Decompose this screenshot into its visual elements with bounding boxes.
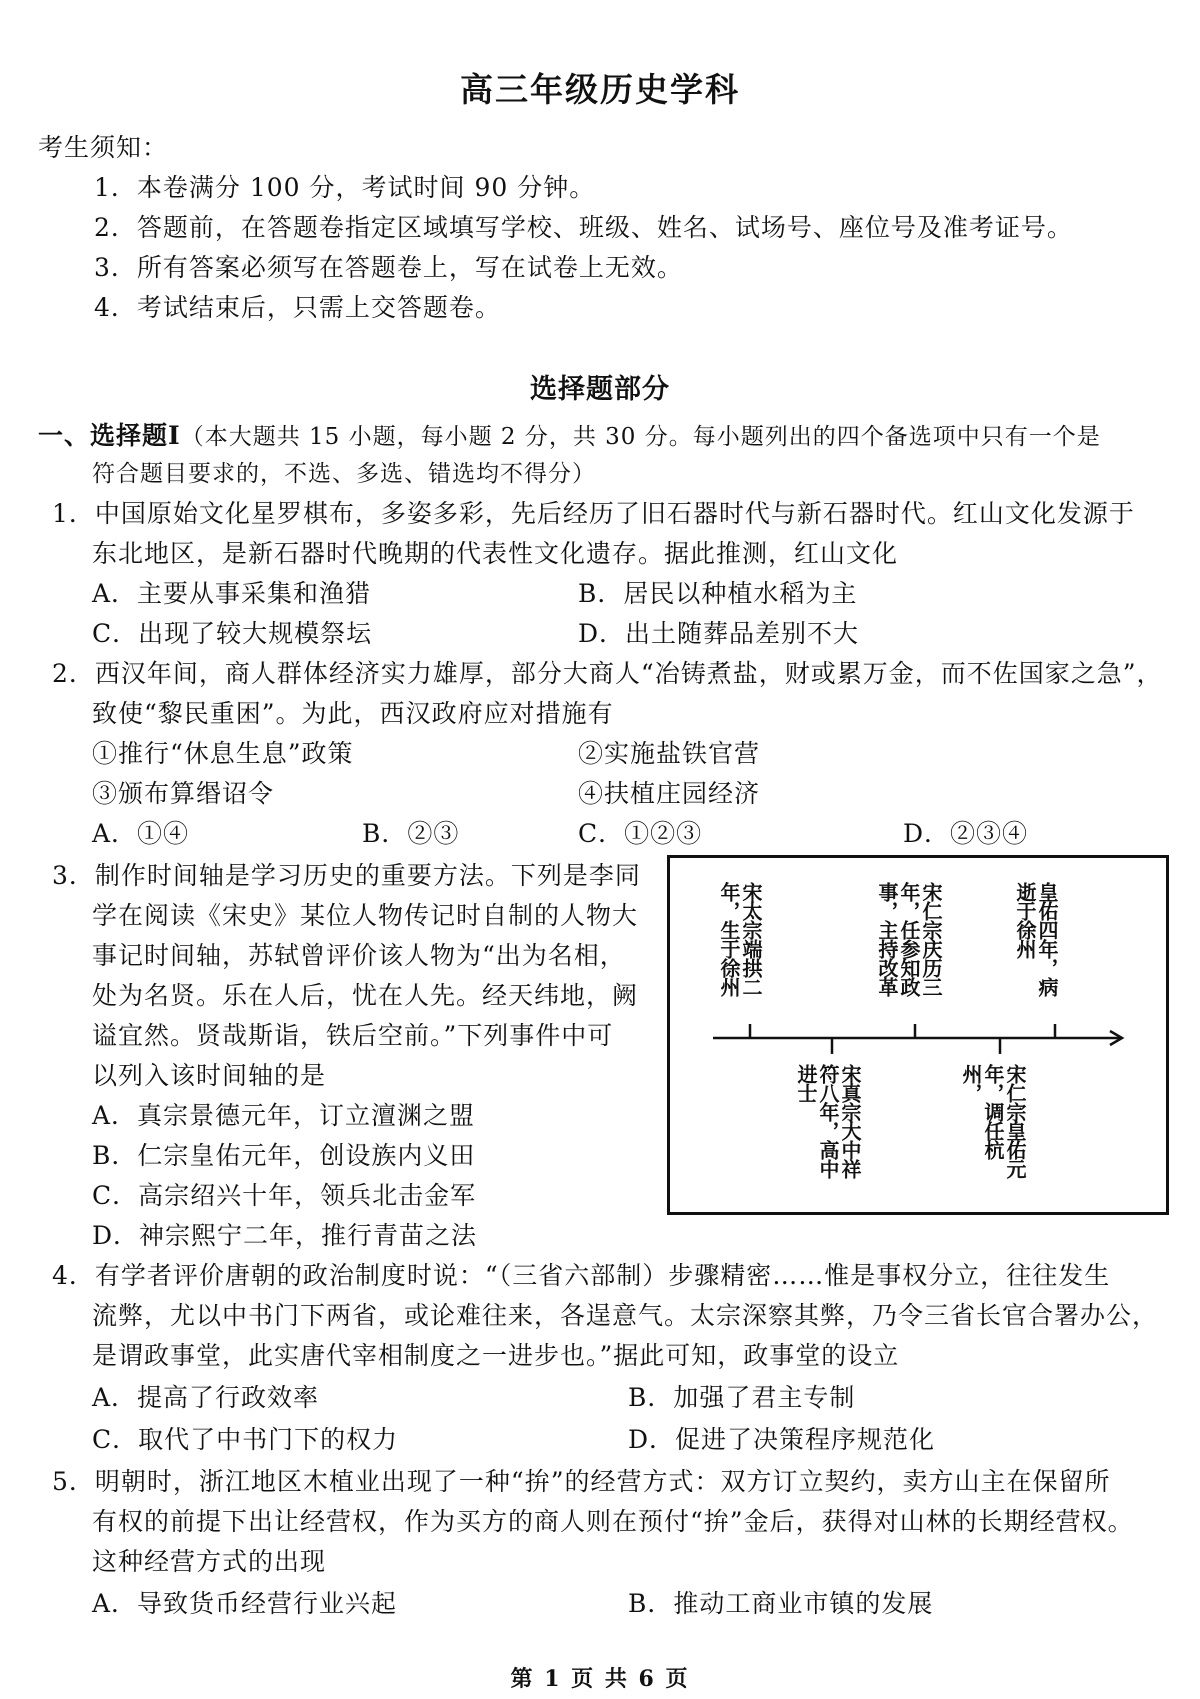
q2-stem-cont: 致使“黎民重困”。为此，西汉政府应对措施有 xyxy=(92,699,614,728)
timeline-event-jinshi: 宋真宗大中祥符八年，高中进士 xyxy=(794,1064,862,1178)
part-label: 一、选择题Ⅰ xyxy=(38,421,181,450)
q4-stem-3: 是谓政事堂，此实唐代宰相制度之一进步也。”据此可知，政事堂的设立 xyxy=(92,1341,900,1370)
q1-option-d: D．出土随葬品差别不大 xyxy=(578,619,860,648)
q2-item-4: ④扶植庄园经济 xyxy=(578,779,761,808)
q1-option-b: B．居民以种植水稻为主 xyxy=(578,579,858,608)
q2-option-b: B．②③ xyxy=(362,819,460,848)
q1-option-a: A．主要从事采集和渔猎 xyxy=(92,579,372,608)
q4-option-c: C．取代了中书门下的权力 xyxy=(92,1425,399,1454)
q3-option-a: A．真宗景德元年，订立澶渊之盟 xyxy=(92,1101,476,1130)
part-description-cont: 符合题目要求的，不选、多选、错选均不得分） xyxy=(92,461,596,487)
timeline-event-death: 皇佑四年，病逝于徐州 xyxy=(1013,882,1059,996)
q5-stem-3: 这种经营方式的出现 xyxy=(92,1547,327,1576)
q1-stem: 1．中国原始文化星罗棋布，多姿多彩，先后经历了旧石器时代与新石器时代。红山文化发源于 xyxy=(52,499,1135,528)
q4-option-b: B．加强了君主专制 xyxy=(628,1383,856,1412)
exam-title: 高三年级历史学科 xyxy=(460,70,740,109)
timeline-event-hangzhou: 宋仁宗皇佑元年，调任杭州， xyxy=(959,1064,1027,1178)
q2-option-d: D．②③④ xyxy=(903,819,1029,848)
q2-stem: 2．西汉年间，商人群体经济实力雄厚，部分大商人“冶铸煮盐，财或累万金，而不佐国家之急”， xyxy=(52,659,1163,688)
q2-option-a: A．①④ xyxy=(92,819,190,848)
q3-option-c: C．高宗绍兴十年，领兵北击金军 xyxy=(92,1181,477,1210)
q3-stem-2: 学在阅读《宋史》某位人物传记时自制的人物大 xyxy=(92,901,639,930)
q1-stem-cont: 东北地区，是新石器时代晚期的代表性文化遗存。据此推测，红山文化 xyxy=(92,539,899,568)
notice-item-1: 1．本卷满分 100 分，考试时间 90 分钟。 xyxy=(94,173,596,202)
q2-item-3: ③颁布算缗诏令 xyxy=(92,779,275,808)
q1-option-c: C．出现了较大规模祭坛 xyxy=(92,619,373,648)
page-number: 第 1 页 共 6 页 xyxy=(510,1666,690,1692)
q3-stem: 3．制作时间轴是学习历史的重要方法。下列是李同 xyxy=(52,861,641,890)
q2-item-2: ②实施盐铁官营 xyxy=(578,739,761,768)
notice-item-3: 3．所有答案必须写在答题卷上，写在试卷上无效。 xyxy=(94,253,683,282)
q3-option-b: B．仁宗皇佑元年，创设族内义田 xyxy=(92,1141,476,1170)
q4-option-d: D．促进了决策程序规范化 xyxy=(628,1425,936,1454)
q3-stem-6: 以列入该时间轴的是 xyxy=(92,1061,327,1090)
part-description: （本大题共 15 小题，每小题 2 分，共 30 分。每小题列出的四个备选项中只有一个是 xyxy=(180,424,1101,450)
q5-option-b: B．推动工商业市镇的发展 xyxy=(628,1589,934,1618)
q2-option-c: C．①②③ xyxy=(578,819,703,848)
q3-option-d: D．神宗熙宁二年，推行青苗之法 xyxy=(92,1221,478,1250)
timeline-event-birth: 宋太宗端拱二年，生于徐州 xyxy=(717,882,763,996)
timeline-figure xyxy=(667,855,1169,1215)
notice-item-2: 2．答题前，在答题卷指定区域填写学校、班级、姓名、试场号、座位号及准考证号。 xyxy=(94,213,1073,242)
notice-item-4: 4．考试结束后，只需上交答题卷。 xyxy=(94,293,501,322)
q5-stem-2: 有权的前提下出让经营权，作为买方的商人则在预付“拚”金后，获得对山林的长期经营权。 xyxy=(92,1507,1134,1536)
notice-heading: 考生须知： xyxy=(38,133,169,162)
q4-stem: 4．有学者评价唐朝的政治制度时说：“（三省六部制）步骤精密……惟是事权分立，往往发生 xyxy=(52,1261,1111,1290)
q4-option-a: A．提高了行政效率 xyxy=(92,1383,320,1412)
q4-stem-2: 流弊，尤以中书门下两省，或论难往来，各逞意气。太宗深察其弊，乃令三省长官合署办公， xyxy=(92,1301,1159,1330)
q3-stem-3: 事记时间轴，苏轼曾评价该人物为“出为名相， xyxy=(92,941,626,970)
q5-option-a: A．导致货币经营行业兴起 xyxy=(92,1589,398,1618)
q3-stem-4: 处为名贤。乐在人后，忧在人先。经天纬地，阙 xyxy=(92,981,639,1010)
q5-stem: 5．明朝时，浙江地区木植业出现了一种“拚”的经营方式：双方订立契约，卖方山主在保留所 xyxy=(52,1467,1111,1496)
q3-stem-5: 谥宜然。贤哉斯诣，铁后空前。”下列事件中可 xyxy=(92,1021,614,1050)
timeline-event-reform: 宋仁宗庆历三年，任参知政事，主持改革 xyxy=(875,882,943,996)
section-title: 选择题部分 xyxy=(530,374,670,405)
q2-item-1: ①推行“休息生息”政策 xyxy=(92,739,354,768)
